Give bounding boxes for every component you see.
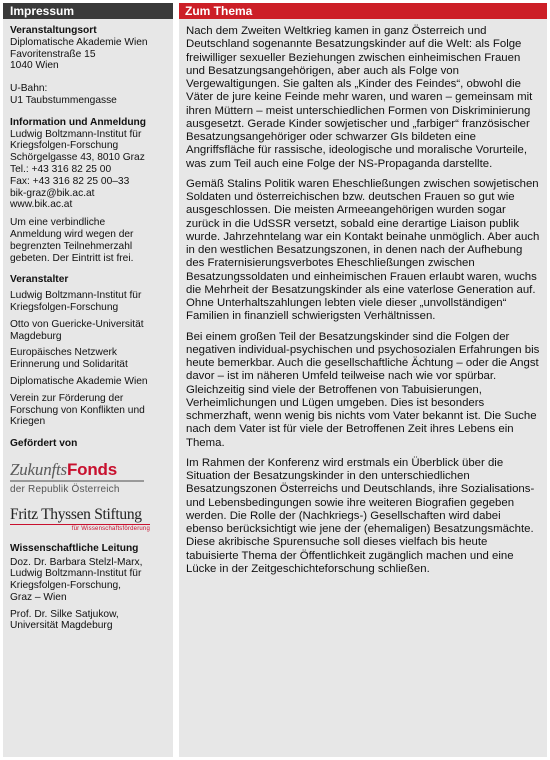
organizer-line: Magdeburg xyxy=(10,330,62,342)
registration-note-line: Um eine verbindliche xyxy=(10,217,106,229)
lead-heading: Wissenschaftliche Leitung xyxy=(10,542,139,554)
info-line: Kriegsfolgen-Forschung xyxy=(10,140,119,152)
info-heading: Information und Anmeldung xyxy=(10,116,147,128)
organizer-line: Otto von Guericke-Universität xyxy=(10,318,144,330)
zf-logo-part: Fonds xyxy=(66,459,117,479)
lead-line: Kriegsfolgen-Forschung, xyxy=(10,580,121,592)
organizers-section xyxy=(10,274,168,428)
fritz-thyssen-logo xyxy=(10,506,168,533)
organizer-line: Forschung von Konflikten und xyxy=(10,404,145,416)
organizer-item xyxy=(10,319,168,343)
lead-line: Prof. Dr. Silke Satjukow, xyxy=(10,608,119,620)
info-line: Ludwig Boltzmann-Institut für xyxy=(10,128,142,140)
ft-logo-subtitle: für Wissenschaftsförderung xyxy=(71,525,150,532)
info-line: Schörgelgasse 43, 8010 Graz xyxy=(10,152,145,164)
organizer-item xyxy=(10,376,168,388)
funded-heading: Gefördert von xyxy=(10,438,78,450)
registration-note-line: gebeten. Der Eintritt ist frei. xyxy=(10,252,134,264)
venue-line: Diplomatische Akademie Wien xyxy=(10,36,148,48)
organizer-line: Ludwig Boltzmann-Institut für xyxy=(10,290,142,302)
topic-column xyxy=(179,3,547,757)
impressum-column xyxy=(3,3,173,757)
lead-line: Doz. Dr. Barbara Stelzl-Marx, xyxy=(10,556,143,568)
registration-note-line: begrenzten Teilnehmerzahl xyxy=(10,240,133,252)
email-link[interactable]: bik-graz@bik.ac.at xyxy=(10,187,95,199)
lead-line: Ludwig Boltzmann-Institut für xyxy=(10,568,142,580)
organizer-item xyxy=(10,290,168,314)
organizer-line: Europäisches Netzwerk xyxy=(10,347,118,359)
info-section xyxy=(10,117,168,265)
lead-section xyxy=(10,543,168,633)
website-link[interactable]: www.bik.ac.at xyxy=(10,199,73,211)
fax-line: Fax: +43 316 82 25 00–33 xyxy=(10,175,130,187)
topic-paragraph: Gemäß Stalins Politik waren Eheschließungen zwischen sowjetischen Soldaten und österreichischen bzw. deutschen Frauen so gut wie ausgeschlossen. Die meisten Armeeangehörigen wurden sogar zurück in die UdSSR versetzt, sobald eine derartige Liaison publik wurde. Jahrzehntelang war ein Kontakt beinahe unmöglich. Aber auch in den westlichen Besatzungszonen, in denen nach der Aufhebung des Fraternisierungsverbotes Eheschließungen zwischen Besatzungssoldaten und einheimischen Frauen erlaubt waren, wuchs die Mehrheit der Besatzungskinder als eine vaterlose Generation auf. Ohne Unterhaltszahlungen lebten viele dieser „unvollständigen“ Familien in finanziell schwierigsten Verhältnissen. xyxy=(186,177,540,323)
topic-paragraph: Im Rahmen der Konferenz wird erstmals ein Überblick über die Situation der Besatzungskinder in den unterschiedlichen Besatzungszonen Österreichs und Deutschlands, ihre Sozialisations- und Lebensbedingungen sowie ihre weiteren Biografien gegeben werden. Die Rolle der (Nachkriegs-) Gesellschaften wird dabei ebenso berücksichtigt wie jene der (ehemaligen) Besatzungsmächte. Diese akribische Spurensuche soll dieses vielfach bis heute tabuisierte Thema der Öffentlichkeit zugänglich machen und eine Lücke in der Zeitgeschichteforschung schließen. xyxy=(186,456,535,575)
funded-section xyxy=(10,438,168,533)
transit-line: U1 Taubstummengasse xyxy=(10,94,117,106)
topic-header: Zum Thema xyxy=(179,3,547,19)
zukunftsfonds-logo xyxy=(10,460,168,496)
venue-section xyxy=(10,25,168,107)
lead-person xyxy=(10,609,168,633)
organizer-line: Kriegsfolgen-Forschung xyxy=(10,301,119,313)
impressum-header: Impressum xyxy=(3,3,173,19)
lead-line: Graz – Wien xyxy=(10,591,67,603)
zf-logo-part: Zukunfts xyxy=(10,459,67,479)
registration-note-line: Anmeldung wird wegen der xyxy=(10,228,134,240)
transit-line: U-Bahn: xyxy=(10,83,48,95)
organizers-heading: Veranstalter xyxy=(10,274,69,286)
ft-logo-name: Fritz Thyssen Stiftung xyxy=(10,505,142,523)
lead-person xyxy=(10,557,168,604)
lead-line: Universität Magdeburg xyxy=(10,620,113,632)
organizer-line: Diplomatische Akademie Wien xyxy=(10,375,148,387)
venue-heading: Veranstaltungsort xyxy=(10,25,97,36)
organizer-item xyxy=(10,347,168,371)
organizer-line: Kriegen xyxy=(10,416,46,428)
topic-paragraph: Nach dem Zweiten Weltkrieg kamen in ganz Österreich und Deutschland sogenannte Besatzungskinder auf die Welt: als Folge freiwilliger sexueller Beziehungen zwischen einheimischen Frauen und Besatzungsangehörigen, aber auch als Folge von Vergewaltigungen. Sie galten als „Kinder des Feindes“, obwohl die Väter de jure keine Feinde mehr waren, und waren – gemeinsam mit ihren Müttern – meist unterschiedlichen Formen von Diskriminierung ausgesetzt. Gerade Kinder sowjetischer und „farbiger“ französischer Besatzungsangehöriger oder schwarzer GIs bildeten eine Angriffsfläche für rassische, ideologische und moralische Vorurteile, was zum Teil auch eine Folge der NS-Propaganda darstellte. xyxy=(186,25,533,170)
venue-line: 1040 Wien xyxy=(10,60,59,72)
organizer-line: Erinnerung und Solidarität xyxy=(10,359,128,371)
organizer-item xyxy=(10,393,168,428)
venue-line: Favoritenstraße 15 xyxy=(10,48,96,60)
phone-line: Tel.: +43 316 82 25 00 xyxy=(10,163,112,175)
organizer-line: Verein zur Förderung der xyxy=(10,392,124,404)
zf-logo-subtitle: der Republik Österreich xyxy=(10,483,120,495)
topic-paragraph: Bei einem großen Teil der Besatzungskinder sind die Folgen der negativen individual-psychischen und psychosozialen Erfahrungen bis heute bemerkbar. Auch die gesellschaftliche Ächtung – oder die Angst davor – ist im näheren Umfeld teilweise nach wie vor spürbar. Gleichzeitig sind viele der Betroffenen von Tabuisierungen, Verheimlichungen und Lügen umgeben. Dies ist besonders schmerzhaft, wenn wenig bis nichts vom Vater bekannt ist. Die Suche nach dem Vater ist für viele der Betroffenen Zeit ihres Lebens ein Thema. xyxy=(186,330,540,449)
